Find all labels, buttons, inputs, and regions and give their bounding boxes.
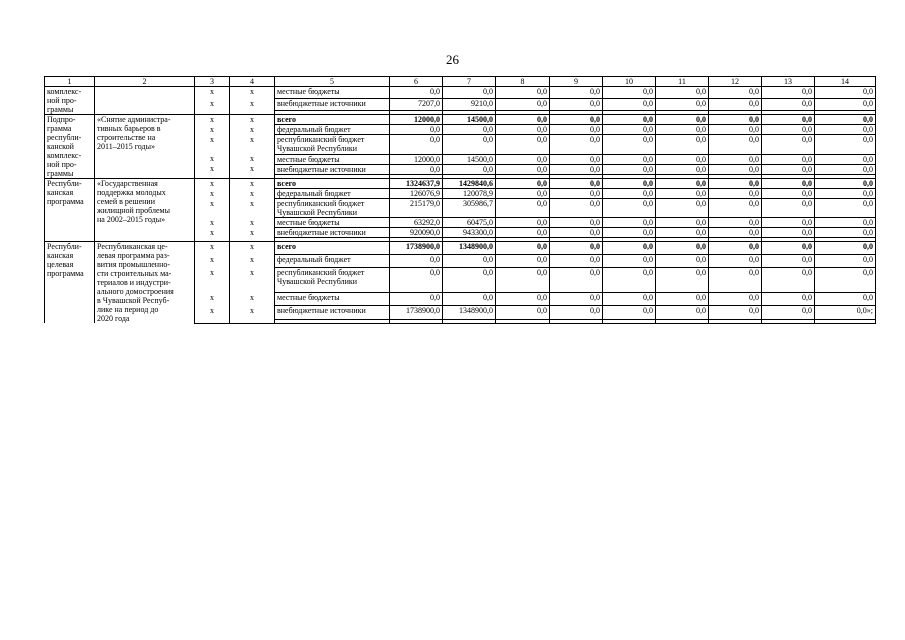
- value-cell: 0,0: [390, 87, 443, 99]
- value-cell: 0,0: [656, 228, 709, 238]
- value-cell: 0,0: [496, 125, 550, 135]
- source-cell: республиканский бюджет Чувашской Республики: [275, 199, 390, 218]
- value-cell: 0,0: [496, 164, 550, 174]
- value-cell: 0,0: [762, 154, 815, 164]
- program-title-cell-line: на 2002–2015 годы»: [97, 215, 166, 224]
- value-cell: 0,0: [603, 218, 656, 228]
- marker-cell: х: [195, 199, 230, 218]
- value-cell: 0,0: [709, 164, 762, 174]
- value-cell: 0,0: [656, 189, 709, 199]
- value-cell: 0,0: [550, 87, 603, 99]
- column-header: 2: [95, 77, 195, 87]
- value-cell: 0,0: [603, 164, 656, 174]
- value-cell: 0,0: [443, 293, 496, 306]
- value-cell: 1348900,0: [443, 306, 496, 319]
- value-cell: 0,0: [496, 199, 550, 218]
- program-type-cell-line: программа: [47, 269, 84, 278]
- value-cell: 0,0: [603, 306, 656, 319]
- column-header: 9: [550, 77, 603, 87]
- program-title-cell-line: 2020 года: [97, 314, 130, 323]
- marker-cell: х: [230, 228, 275, 238]
- column-header: 14: [815, 77, 876, 87]
- value-cell: 0,0: [762, 115, 815, 125]
- source-cell: всего: [275, 242, 390, 255]
- source-cell: всего: [275, 179, 390, 189]
- program-type-cell: [45, 115, 95, 179]
- marker-cell: х: [230, 218, 275, 228]
- value-cell: 0,0: [815, 255, 876, 268]
- column-header: 11: [656, 77, 709, 87]
- source-cell: внебюджетные источники: [275, 228, 390, 238]
- marker-cell: х: [195, 179, 230, 189]
- value-cell: 0,0: [762, 99, 815, 111]
- spacer-cell: [230, 319, 275, 323]
- source-cell: федеральный бюджет: [275, 189, 390, 199]
- value-cell: 0,0: [603, 87, 656, 99]
- value-cell: 63292,0: [390, 218, 443, 228]
- program-type-cell-line: граммы: [47, 105, 74, 114]
- source-cell: внебюджетные источники: [275, 99, 390, 111]
- value-cell: 0,0: [496, 218, 550, 228]
- value-cell: 0,0: [656, 125, 709, 135]
- marker-cell: х: [195, 189, 230, 199]
- value-cell: 0,0: [709, 255, 762, 268]
- program-title-cell: [95, 242, 195, 324]
- program-title-cell-line: Республиканская це-: [97, 242, 168, 251]
- value-cell: 0,0: [603, 154, 656, 164]
- value-cell: 0,0: [709, 87, 762, 99]
- value-cell: 0,0: [709, 199, 762, 218]
- value-cell: 0,0: [762, 268, 815, 293]
- value-cell: 0,0: [762, 125, 815, 135]
- program-type-cell: [45, 179, 95, 242]
- table-body: [45, 77, 876, 324]
- program-type-cell-line: Республи-: [47, 179, 82, 188]
- value-cell: 943300,0: [443, 228, 496, 238]
- value-cell: 0,0: [443, 268, 496, 293]
- program-title-cell-line: тивных барьеров в: [97, 124, 161, 133]
- marker-cell: х: [195, 306, 230, 319]
- value-cell: 0,0: [709, 125, 762, 135]
- value-cell: 126076,9: [390, 189, 443, 199]
- value-cell: 0,0: [496, 306, 550, 319]
- column-header: 12: [709, 77, 762, 87]
- program-type-cell-line: ной про-: [47, 160, 77, 169]
- value-cell: 0,0: [762, 228, 815, 238]
- value-cell: 0,0: [762, 242, 815, 255]
- spacer-cell: [709, 319, 762, 323]
- marker-cell: х: [230, 306, 275, 319]
- program-title-cell-line: строительстве на: [97, 133, 156, 142]
- program-type-cell-line: программа: [47, 197, 84, 206]
- value-cell: 0,0: [603, 199, 656, 218]
- program-type-cell-line: канской: [47, 142, 74, 151]
- marker-cell: х: [195, 125, 230, 135]
- value-cell: 0,0: [550, 179, 603, 189]
- marker-cell: х: [230, 242, 275, 255]
- value-cell: 0,0: [656, 135, 709, 154]
- value-cell: 0,0: [496, 189, 550, 199]
- marker-cell: х: [195, 293, 230, 306]
- value-cell: 0,0: [603, 179, 656, 189]
- value-cell: 14500,0: [443, 115, 496, 125]
- value-cell: 0,0: [390, 255, 443, 268]
- value-cell: 0,0: [762, 218, 815, 228]
- value-cell: 0,0: [443, 87, 496, 99]
- value-cell: 0,0: [656, 268, 709, 293]
- program-type-cell-line: республи-: [47, 133, 82, 142]
- value-cell: 0,0: [443, 125, 496, 135]
- column-header: 13: [762, 77, 815, 87]
- value-cell: 0,0: [550, 255, 603, 268]
- value-cell: 0,0: [815, 115, 876, 125]
- column-header: 6: [390, 77, 443, 87]
- budget-table: [44, 76, 876, 324]
- table-row: [45, 115, 876, 125]
- value-cell: 0,0: [550, 268, 603, 293]
- value-cell: 0,0: [815, 164, 876, 174]
- value-cell: 305986,7: [443, 199, 496, 218]
- value-cell: 0,0: [709, 306, 762, 319]
- value-cell: 0,0: [550, 154, 603, 164]
- program-type-cell-line: грамма: [47, 124, 72, 133]
- value-cell: 0,0: [550, 115, 603, 125]
- program-title-cell-line: жилищной проблемы: [97, 206, 170, 215]
- value-cell: 0,0: [390, 125, 443, 135]
- spacer-cell: [496, 319, 550, 323]
- marker-cell: х: [230, 125, 275, 135]
- value-cell: 0,0: [656, 154, 709, 164]
- marker-cell: х: [230, 179, 275, 189]
- value-cell: 0,0: [709, 242, 762, 255]
- program-type-cell-line: комплекс-: [47, 151, 82, 160]
- column-header: 8: [496, 77, 550, 87]
- value-cell: 0,0: [443, 135, 496, 154]
- value-cell: 0,0: [815, 99, 876, 111]
- value-cell: 0,0: [603, 255, 656, 268]
- value-cell: 120078,9: [443, 189, 496, 199]
- program-title-cell-line: лике на период до: [97, 305, 159, 314]
- value-cell: 0,0: [762, 135, 815, 154]
- value-cell: 12000,0: [390, 154, 443, 164]
- marker-cell: х: [195, 164, 230, 174]
- marker-cell: х: [230, 135, 275, 154]
- value-cell: 0,0: [443, 255, 496, 268]
- value-cell: 0,0: [656, 242, 709, 255]
- value-cell: 0,0: [390, 164, 443, 174]
- source-cell: федеральный бюджет: [275, 125, 390, 135]
- value-cell: 0,0: [390, 268, 443, 293]
- value-cell: 0,0: [762, 306, 815, 319]
- value-cell: 0,0: [496, 242, 550, 255]
- source-cell: федеральный бюджет: [275, 255, 390, 268]
- program-title-cell-line: 2011–2015 годы»: [97, 142, 155, 151]
- value-cell: 1738900,0: [390, 242, 443, 255]
- value-cell: 0,0: [656, 87, 709, 99]
- program-title-cell-line: вития промышленно-: [97, 260, 171, 269]
- source-cell: местные бюджеты: [275, 154, 390, 164]
- value-cell: 0,0: [762, 189, 815, 199]
- value-cell: 0,0: [709, 99, 762, 111]
- value-cell: 0,0: [550, 228, 603, 238]
- value-cell: 0,0: [656, 293, 709, 306]
- spacer-cell: [550, 319, 603, 323]
- value-cell: 0,0: [815, 125, 876, 135]
- value-cell: 0,0: [762, 164, 815, 174]
- value-cell: 1738900,0: [390, 306, 443, 319]
- value-cell: 0,0: [709, 189, 762, 199]
- value-cell: 0,0: [496, 135, 550, 154]
- value-cell: 0,0: [709, 154, 762, 164]
- value-cell: 0,0: [603, 189, 656, 199]
- value-cell: 0,0: [603, 228, 656, 238]
- marker-cell: х: [230, 99, 275, 111]
- value-cell: 60475,0: [443, 218, 496, 228]
- table-row: [45, 87, 876, 99]
- source-cell: всего: [275, 115, 390, 125]
- value-cell: 920090,0: [390, 228, 443, 238]
- program-type-cell: [45, 87, 95, 115]
- source-cell: внебюджетные источники: [275, 164, 390, 174]
- program-title-cell: [95, 115, 195, 179]
- value-cell: 0,0: [656, 218, 709, 228]
- value-cell: 0,0: [390, 135, 443, 154]
- program-title-cell: [95, 87, 195, 115]
- marker-cell: х: [195, 115, 230, 125]
- value-cell: 0,0: [709, 268, 762, 293]
- value-cell: 0,0: [762, 179, 815, 189]
- value-cell: 0,0: [550, 199, 603, 218]
- value-cell: 0,0: [603, 293, 656, 306]
- value-cell: 0,0: [656, 199, 709, 218]
- spacer-cell: [603, 319, 656, 323]
- value-cell: 1324637,9: [390, 179, 443, 189]
- value-cell: 0,0: [550, 125, 603, 135]
- value-cell: 0,0: [709, 179, 762, 189]
- value-cell: 0,0: [656, 99, 709, 111]
- program-title-cell-line: сти строительных ма-: [97, 269, 172, 278]
- value-cell: 0,0: [762, 199, 815, 218]
- marker-cell: х: [195, 268, 230, 293]
- value-cell: 0,0: [656, 306, 709, 319]
- value-cell: 14500,0: [443, 154, 496, 164]
- source-cell: местные бюджеты: [275, 293, 390, 306]
- value-cell: 0,0: [550, 306, 603, 319]
- value-cell: 0,0: [815, 268, 876, 293]
- spacer-cell: [815, 319, 876, 323]
- marker-cell: х: [195, 242, 230, 255]
- value-cell: 0,0: [603, 268, 656, 293]
- value-cell: 0,0: [656, 164, 709, 174]
- source-cell: местные бюджеты: [275, 87, 390, 99]
- value-cell: 0,0: [815, 199, 876, 218]
- value-cell: 0,0: [815, 87, 876, 99]
- marker-cell: х: [195, 135, 230, 154]
- value-cell: 0,0: [550, 164, 603, 174]
- column-header: 3: [195, 77, 230, 87]
- column-header: 4: [230, 77, 275, 87]
- value-cell: 0,0: [496, 99, 550, 111]
- value-cell: 0,0: [496, 228, 550, 238]
- value-cell: 0,0: [496, 293, 550, 306]
- value-cell: 0,0: [603, 125, 656, 135]
- value-cell: 7207,0: [390, 99, 443, 111]
- value-cell: 0,0: [709, 115, 762, 125]
- value-cell: 0,0: [603, 99, 656, 111]
- value-cell: 0,0: [603, 115, 656, 125]
- marker-cell: х: [195, 154, 230, 164]
- value-cell: 12000,0: [390, 115, 443, 125]
- value-cell: 0,0: [496, 255, 550, 268]
- column-header: 7: [443, 77, 496, 87]
- header-row: [45, 77, 876, 87]
- value-cell: 0,0: [443, 164, 496, 174]
- spacer-cell: [195, 319, 230, 323]
- column-header: 10: [603, 77, 656, 87]
- source-cell: местные бюджеты: [275, 218, 390, 228]
- spacer-cell: [656, 319, 709, 323]
- marker-cell: х: [230, 255, 275, 268]
- value-cell: 0,0: [815, 228, 876, 238]
- value-cell: 1429840,6: [443, 179, 496, 189]
- marker-cell: х: [230, 189, 275, 199]
- marker-cell: х: [195, 255, 230, 268]
- program-title-cell-line: «Государственная: [97, 179, 158, 188]
- program-title-cell-line: поддержка молодых: [97, 188, 166, 197]
- value-cell: 0,0: [815, 189, 876, 199]
- value-cell: 0,0: [496, 154, 550, 164]
- value-cell: 0,0: [762, 293, 815, 306]
- marker-cell: х: [230, 293, 275, 306]
- value-cell: 0,0: [815, 135, 876, 154]
- marker-cell: х: [230, 268, 275, 293]
- program-type-cell-line: комплекс-: [47, 87, 82, 96]
- value-cell: 0,0: [496, 268, 550, 293]
- value-cell: 0,0: [496, 87, 550, 99]
- value-cell: 0,0: [550, 99, 603, 111]
- source-cell: республиканский бюджет Чувашской Республики: [275, 135, 390, 154]
- marker-cell: х: [230, 87, 275, 99]
- table-row: [45, 179, 876, 189]
- spacer-cell: [275, 319, 390, 323]
- value-cell: 0,0: [815, 179, 876, 189]
- source-cell: внебюджетные источники: [275, 306, 390, 319]
- program-type-cell-line: канская: [47, 251, 74, 260]
- program-type-cell-line: Подпро-: [47, 115, 76, 124]
- program-title-cell-line: левая программа раз-: [97, 251, 170, 260]
- value-cell: 0,0: [815, 154, 876, 164]
- value-cell: 0,0: [550, 293, 603, 306]
- value-cell: 0,0: [815, 218, 876, 228]
- marker-cell: х: [195, 228, 230, 238]
- value-cell: 0,0: [815, 242, 876, 255]
- program-type-cell-line: Республи-: [47, 242, 82, 251]
- program-title-cell: [95, 179, 195, 242]
- value-cell: 0,0: [603, 242, 656, 255]
- value-cell: 0,0: [603, 135, 656, 154]
- source-cell: республиканский бюджет Чувашской Республики: [275, 268, 390, 293]
- spacer-cell: [390, 319, 443, 323]
- value-cell: 0,0: [815, 293, 876, 306]
- marker-cell: х: [195, 87, 230, 99]
- table-row: [45, 242, 876, 255]
- value-cell: 0,0: [390, 293, 443, 306]
- value-cell: 9210,0: [443, 99, 496, 111]
- marker-cell: х: [230, 199, 275, 218]
- program-title-cell-line: «Снятие администра-: [97, 115, 171, 124]
- value-cell: 0,0: [550, 189, 603, 199]
- value-cell: 0,0: [709, 228, 762, 238]
- marker-cell: х: [230, 164, 275, 174]
- value-cell: 0,0: [709, 218, 762, 228]
- value-cell: 215179,0: [390, 199, 443, 218]
- program-type-cell: [45, 242, 95, 324]
- value-cell: 0,0: [762, 87, 815, 99]
- program-type-cell-line: граммы: [47, 169, 74, 178]
- marker-cell: х: [230, 115, 275, 125]
- value-cell: 1348900,0: [443, 242, 496, 255]
- program-type-cell-line: канская: [47, 188, 74, 197]
- program-title-cell-line: ального домостроения: [97, 287, 174, 296]
- program-type-cell-line: ной про-: [47, 96, 77, 105]
- marker-cell: х: [195, 218, 230, 228]
- value-cell: 0,0: [709, 293, 762, 306]
- spacer-cell: [443, 319, 496, 323]
- value-cell: 0,0: [656, 115, 709, 125]
- program-title-cell-line: териалов и индустри-: [97, 278, 171, 287]
- marker-cell: х: [230, 154, 275, 164]
- column-header: 5: [275, 77, 390, 87]
- value-cell: 0,0: [550, 218, 603, 228]
- value-cell: 0,0: [709, 135, 762, 154]
- value-cell: 0,0»;: [815, 306, 876, 319]
- column-header: 1: [45, 77, 95, 87]
- program-type-cell-line: целевая: [47, 260, 74, 269]
- value-cell: 0,0: [496, 179, 550, 189]
- marker-cell: х: [195, 99, 230, 111]
- spacer-cell: [762, 319, 815, 323]
- page-number: 26: [446, 52, 459, 67]
- value-cell: 0,0: [762, 255, 815, 268]
- value-cell: 0,0: [550, 135, 603, 154]
- value-cell: 0,0: [550, 242, 603, 255]
- program-title-cell-line: в Чувашской Респуб-: [97, 296, 170, 305]
- value-cell: 0,0: [656, 255, 709, 268]
- value-cell: 0,0: [496, 115, 550, 125]
- program-title-cell-line: семей в решении: [97, 197, 155, 206]
- value-cell: 0,0: [656, 179, 709, 189]
